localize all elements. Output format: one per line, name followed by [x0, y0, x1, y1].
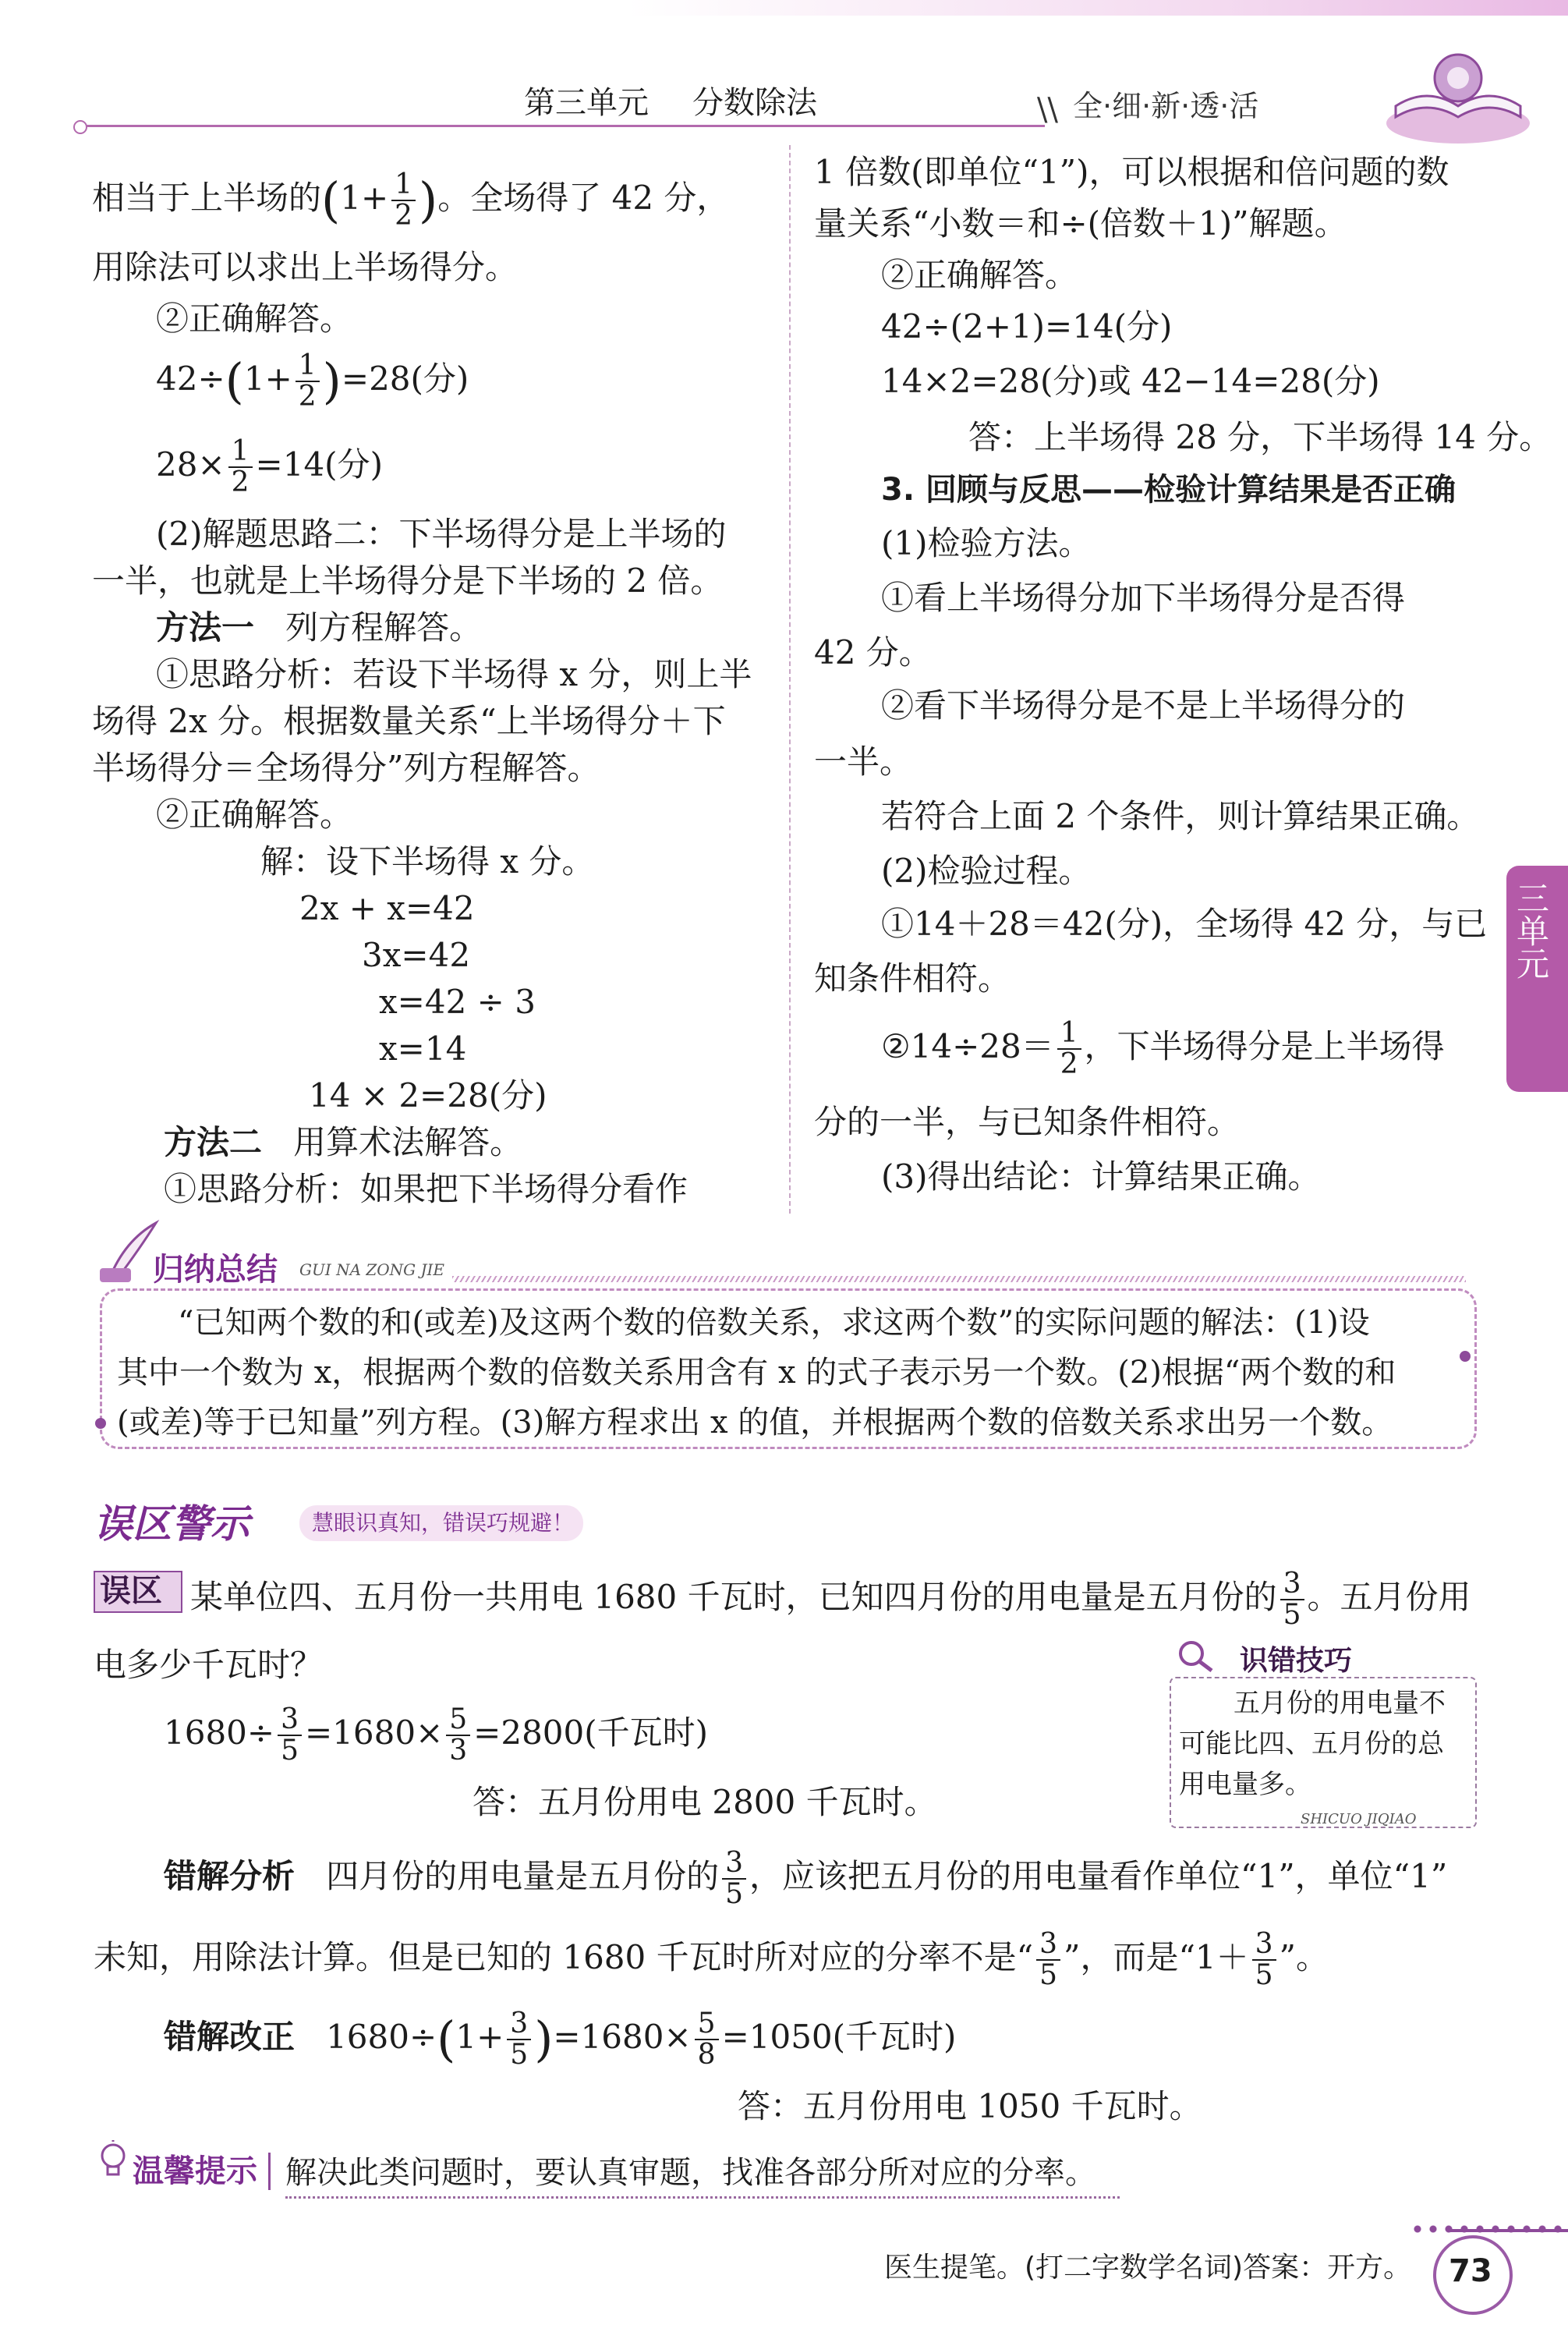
solve-step-3: x=42 ÷ 3 — [379, 983, 536, 1021]
fraction-half: $\frac{1}{2}$ — [228, 437, 253, 498]
fraction-five-thirds: $\frac{5}{3}$ — [446, 1705, 470, 1766]
method-one: 方法一 列方程解答。 — [156, 608, 483, 647]
magnifier-icon — [1173, 1636, 1219, 1675]
right-line-15: (3)得出结论：计算结果正确。 — [881, 1157, 1321, 1196]
reminder-underline — [285, 2196, 1120, 2199]
fraction-five-eighths: $\frac{5}{8}$ — [695, 2009, 719, 2070]
header-slogan: 全·细·新·透·活 — [1073, 89, 1259, 123]
footer-rule — [1450, 2229, 1568, 2232]
right-line-9: 若符合上面 2 个条件，则计算结果正确。 — [881, 797, 1480, 835]
header-title: 分数除法 — [692, 85, 817, 121]
left-line-5: 一半，也就是上半场得分是下半场的 2 倍。 — [92, 562, 724, 600]
correct-equation: 错解改正 1680÷(1+ $\frac{3}{5}$ )=1680× $\frac{5}{8}$ =1050(千瓦时) — [164, 2008, 957, 2071]
left-line-8: 半场得分＝全场得分”列方程解答。 — [92, 749, 600, 787]
right-eq-1: 42÷(2+1)=14(分) — [881, 307, 1173, 346]
right-line-7: ②看下半场得分是不是上半场得分的 — [881, 686, 1406, 725]
solve-step-4: x=14 — [379, 1030, 467, 1068]
fraction-half: $\frac{1}{2}$ — [1057, 1019, 1081, 1079]
warning-subtitle: 慧眼识真知，错误巧规避！ — [312, 1510, 575, 1536]
right-line-14: 分的一半，与已知条件相符。 — [814, 1103, 1241, 1141]
solve-step-2: 3x=42 — [362, 936, 471, 974]
warning-title: 误区警示 — [94, 1501, 250, 1547]
header-separator-icon: \\ — [1037, 92, 1058, 128]
summary-dot — [95, 1418, 106, 1429]
right-line-2: 量关系“小数＝和÷(倍数＋1)”解题。 — [814, 204, 1347, 243]
header-rule — [78, 125, 1045, 127]
analysis-line-2: 未知，用除法计算。但是已知的 1680 千瓦时所对应的分率不是“ $\frac{3}{5}$ ”，而是“1＋ $\frac{3}{5}$ ”。 — [94, 1928, 1329, 1991]
right-line-4: (1)检验方法。 — [881, 524, 1092, 562]
section-3-heading: 3. 回顾与反思——检验计算结果是否正确 — [881, 472, 1456, 508]
right-line-13: ②14÷28＝ $\frac{1}{2}$ ，下半场得分是上半场得 — [881, 1017, 1445, 1080]
wrong-equation: 1680÷ $\frac{3}{5}$ =1680× $\frac{5}{3}$ =2800(千瓦时) — [164, 1703, 709, 1767]
right-line-8: 一半。 — [814, 742, 913, 781]
left-line-3: ②正确解答。 — [156, 299, 353, 338]
summary-title-rule — [452, 1276, 1466, 1282]
tip-pinyin: SHICUO JIQIAO — [1301, 1811, 1417, 1827]
method-two: 方法二 用算术法解答。 — [164, 1123, 523, 1161]
summary-pinyin: GUI NA ZONG JIE — [299, 1260, 445, 1279]
fraction-three-fifths: $\frac{3}{5}$ — [278, 1705, 302, 1766]
summary-dot — [1460, 1351, 1471, 1362]
solve-step-5: 14 × 2=28(分) — [309, 1076, 547, 1115]
left-eq-2: 28× $\frac{1}{2}$ =14(分) — [156, 435, 383, 498]
reminder-divider — [268, 2153, 271, 2190]
left-line-7: 场得 2x 分。根据数量关系“上半场得分＋下 — [92, 702, 726, 740]
fraction-three-fifths: $\frac{3}{5}$ — [1036, 1930, 1060, 1990]
fraction-three-fifths: $\frac{3}{5}$ — [722, 1848, 746, 1909]
right-line-5: ①看上半场得分加下半场得分是否得 — [881, 579, 1406, 617]
right-line-3: ②正确解答。 — [881, 256, 1078, 294]
fraction-three-fifths: $\frac{3}{5}$ — [507, 2009, 531, 2070]
reminder-text: 解决此类问题时，要认真审题，找准各部分所对应的分率。 — [285, 2155, 1096, 2191]
left-line-1: 相当于上半场的(1+ $\frac{1}{2}$ )。全场得了 42 分， — [92, 168, 730, 232]
warning-tag-label: 误区 — [100, 1573, 162, 1609]
lightbulb-icon — [95, 2140, 131, 2182]
summary-title: 归纳总结 — [153, 1252, 278, 1288]
fraction-half: $\frac{1}{2}$ — [391, 170, 416, 231]
summary-line-3: (或差)等于已知量”列方程。(3)解方程求出 x 的值，并根据两个数的倍数关系求出另一个数。 — [117, 1405, 1393, 1441]
fraction-half: $\frac{1}{2}$ — [296, 351, 320, 412]
reminder-title: 温馨提示 — [133, 2153, 257, 2189]
analysis-line-1: 错解分析 四月份的用电量是五月份的 $\frac{3}{5}$ ，应该把五月份的用电量看作单位“1”，单位“1” — [164, 1847, 1448, 1910]
left-line-9: ②正确解答。 — [156, 796, 353, 834]
solve-intro: 解：设下半场得 x 分。 — [260, 842, 595, 881]
tip-line-1: 五月份的用电量不 — [1234, 1688, 1446, 1719]
left-line-4: (2)解题思路二：下半场得分是上半场的 — [156, 515, 727, 553]
fraction-three-fifths: $\frac{3}{5}$ — [1252, 1930, 1276, 1990]
right-eq-2: 14×2=28(分)或 42−14=28(分) — [881, 362, 1380, 400]
right-line-11: ①14＋28＝42(分)，全场得 42 分，与已 — [881, 905, 1488, 943]
right-line-1: 1 倍数(即单位“1”)，可以根据和倍问题的数 — [814, 153, 1449, 191]
summary-line-1: “已知两个数的和(或差)及这两个数的倍数关系，求这两个数”的实际问题的解法：(1)设 — [178, 1305, 1370, 1341]
wrong-answer: 答：五月份用电 2800 千瓦时。 — [473, 1783, 937, 1821]
tip-line-2: 可能比四、五月份的总 — [1179, 1728, 1444, 1760]
header-unit: 第三单元 — [524, 85, 649, 121]
left-line-10: ①思路分析：如果把下半场得分看作 — [164, 1170, 688, 1208]
correct-answer: 答：五月份用电 1050 千瓦时。 — [738, 2087, 1202, 2125]
side-tab-label: 三单元 — [1512, 881, 1550, 980]
right-line-6: 42 分。 — [814, 633, 932, 672]
warning-question-1: 某单位四、五月份一共用电 1680 千瓦时，已知四月份的用电量是五月份的 $\frac{3}{5}$ 。五月份用 — [190, 1568, 1471, 1631]
tip-title: 识错技巧 — [1240, 1645, 1353, 1677]
header-rule-dot — [73, 120, 87, 134]
fraction-three-fifths: $\frac{3}{5}$ — [1280, 1569, 1304, 1630]
summary-line-2: 其中一个数为 x，根据两个数的倍数关系用含有 x 的式子表示另一个数。(2)根据“两个数的和 — [117, 1355, 1396, 1391]
right-line-10: (2)检验过程。 — [881, 852, 1092, 890]
page-number: 73 — [1449, 2253, 1492, 2289]
left-line-2: 用除法可以求出上半场得分。 — [92, 248, 519, 286]
warning-question-2: 电多少千瓦时？ — [94, 1646, 324, 1684]
tip-line-3: 用电量多。 — [1179, 1769, 1311, 1800]
footer-riddle: 医生提笔。(打二字数学名词)答案：开方。 — [884, 2252, 1412, 2284]
book-logo-icon — [1380, 31, 1536, 148]
header-band — [0, 0, 1568, 16]
solve-step-1: 2x + x=42 — [299, 889, 475, 927]
right-line-12: 知条件相符。 — [814, 959, 1011, 998]
left-eq-1: 42÷(1+ $\frac{1}{2}$ )=28(分) — [156, 349, 469, 413]
right-answer: 答：上半场得 28 分，下半场得 14 分。 — [968, 418, 1552, 456]
column-divider — [789, 145, 791, 1214]
left-line-6: ①思路分析：若设下半场得 x 分，则上半 — [156, 655, 752, 693]
